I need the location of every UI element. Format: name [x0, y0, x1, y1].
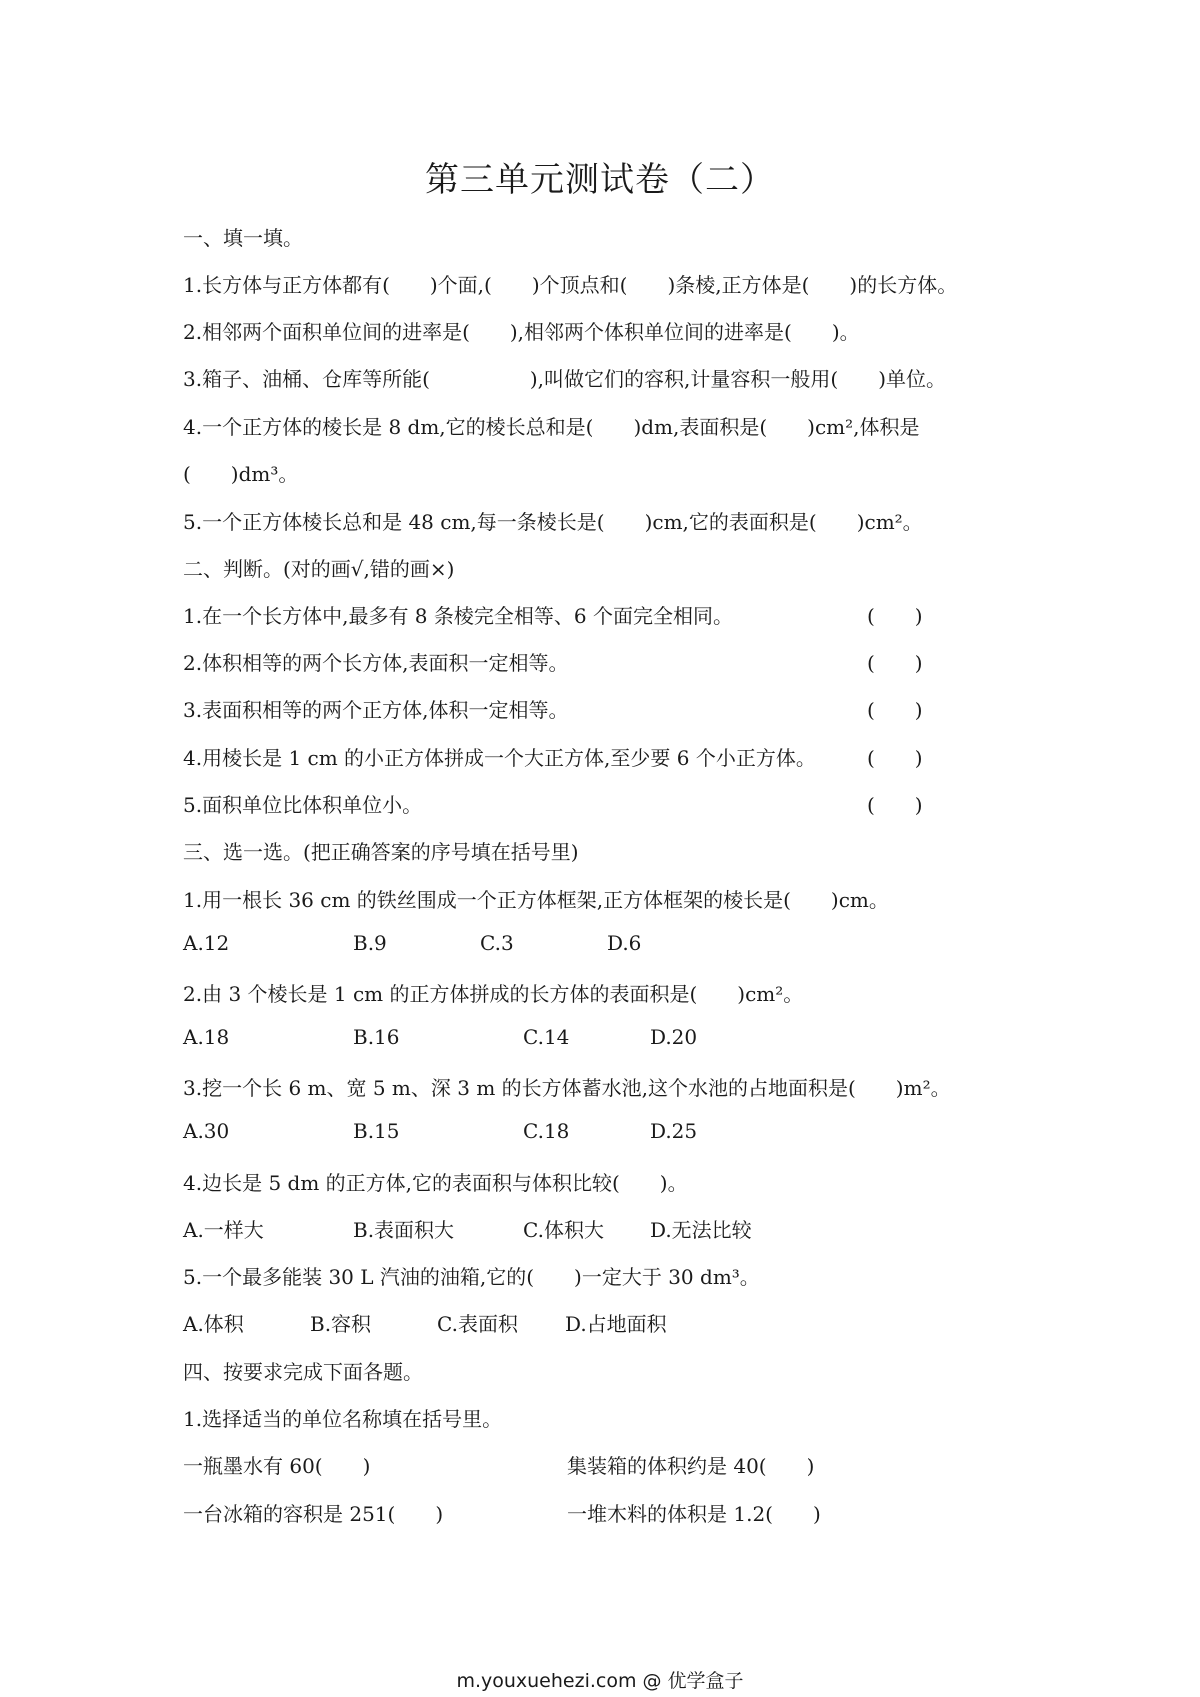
choice-option: C.3: [480, 931, 514, 955]
choice-option: D.20: [650, 1025, 698, 1049]
choice-question-4: 4.边长是 5 dm 的正方体,它的表面积与体积比较( )。: [183, 1171, 688, 1195]
fill-question-5: 5.一个正方体棱长总和是 48 cm,每一条棱长是( )cm,它的表面积是( )cm²。: [183, 510, 923, 534]
fill-question-2: 2.相邻两个面积单位间的进率是( ),相邻两个体积单位间的进率是( )。: [183, 320, 860, 344]
unit-fill-item: 一瓶墨水有 60( ): [183, 1454, 371, 1478]
choice-option: C.体积大: [523, 1218, 604, 1242]
task-question-1: 1.选择适当的单位名称填在括号里。: [183, 1407, 503, 1431]
fill-question-4-line2: ( )dm³。: [183, 462, 299, 486]
choice-option: A.12: [183, 931, 230, 955]
choice-option: B.9: [353, 931, 387, 955]
section-heading-judge: 二、判断。(对的画√,错的画×): [183, 557, 455, 581]
judge-item-2: 2.体积相等的两个长方体,表面积一定相等。: [183, 651, 569, 675]
judge-answer-bracket: ( ): [867, 698, 923, 722]
fill-question-3: 3.箱子、油桶、仓库等所能( ),叫做它们的容积,计量容积一般用( )单位。: [183, 367, 947, 391]
choice-option: D.无法比较: [650, 1218, 752, 1242]
choice-option: B.表面积大: [353, 1218, 455, 1242]
section-heading-tasks: 四、按要求完成下面各题。: [183, 1360, 423, 1384]
choice-option: B.容积: [310, 1312, 372, 1336]
judge-item-4: 4.用棱长是 1 cm 的小正方体拼成一个大正方体,至少要 6 个小正方体。: [183, 746, 816, 770]
unit-fill-item: 一堆木料的体积是 1.2( ): [567, 1502, 821, 1526]
judge-answer-bracket: ( ): [867, 746, 923, 770]
unit-fill-item: 集装箱的体积约是 40( ): [567, 1454, 815, 1478]
judge-answer-bracket: ( ): [867, 651, 923, 675]
section-heading-choose: 三、选一选。(把正确答案的序号填在括号里): [183, 840, 579, 864]
judge-answer-bracket: ( ): [867, 793, 923, 817]
choice-option: C.表面积: [437, 1312, 518, 1336]
page-title: 第三单元测试卷（二）: [425, 160, 775, 200]
judge-item-1: 1.在一个长方体中,最多有 8 条棱完全相等、6 个面完全相同。: [183, 604, 733, 628]
choice-option: D.占地面积: [565, 1312, 667, 1336]
section-heading-fill: 一、填一填。: [183, 226, 303, 250]
choice-option: C.18: [523, 1119, 570, 1143]
choice-question-1: 1.用一根长 36 cm 的铁丝围成一个正方体框架,正方体框架的棱长是( )cm。: [183, 888, 889, 912]
choice-question-5: 5.一个最多能装 30 L 汽油的油箱,它的( )一定大于 30 dm³。: [183, 1265, 760, 1289]
choice-option: C.14: [523, 1025, 570, 1049]
fill-question-4-line1: 4.一个正方体的棱长是 8 dm,它的棱长总和是( )dm,表面积是( )cm²,体积是: [183, 415, 920, 439]
judge-item-5: 5.面积单位比体积单位小。: [183, 793, 423, 817]
choice-question-2: 2.由 3 个棱长是 1 cm 的正方体拼成的长方体的表面积是( )cm²。: [183, 982, 804, 1006]
judge-answer-bracket: ( ): [867, 604, 923, 628]
choice-option: A.30: [183, 1119, 230, 1143]
judge-item-3: 3.表面积相等的两个正方体,体积一定相等。: [183, 698, 569, 722]
footer-watermark: m.youxuehezi.com @ 优学盒子: [456, 1670, 744, 1692]
choice-option: D.6: [607, 931, 642, 955]
choice-option: B.16: [353, 1025, 400, 1049]
unit-fill-item: 一台冰箱的容积是 251( ): [183, 1502, 444, 1526]
choice-option: A.体积: [183, 1312, 244, 1336]
fill-question-1: 1.长方体与正方体都有( )个面,( )个顶点和( )条棱,正方体是( )的长方体。: [183, 273, 958, 297]
choice-option: B.15: [353, 1119, 400, 1143]
choice-option: A.一样大: [183, 1218, 264, 1242]
choice-option: D.25: [650, 1119, 698, 1143]
choice-option: A.18: [183, 1025, 230, 1049]
choice-question-3: 3.挖一个长 6 m、宽 5 m、深 3 m 的长方体蓄水池,这个水池的占地面积是( )m²。: [183, 1076, 951, 1100]
